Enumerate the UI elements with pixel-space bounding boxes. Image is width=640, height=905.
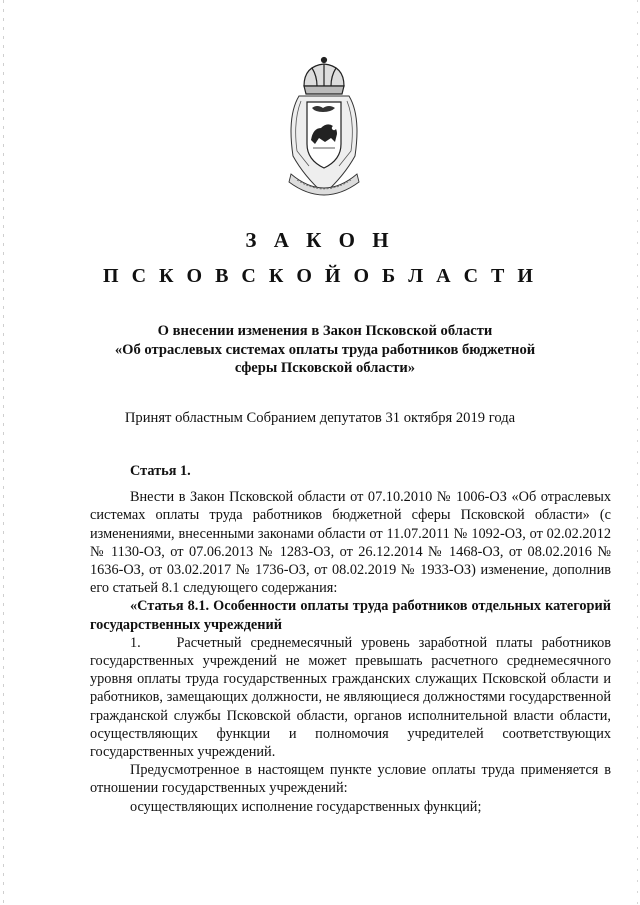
adoption-note: Принят областным Собранием депутатов 31 октября 2019 года [124,410,516,426]
heading-line-1: О внесении изменения в Закон Псковской области [157,323,493,339]
scan-edge-left [3,0,4,905]
document-heading [110,322,540,378]
law-title: З А К О Н [245,228,395,252]
article-intro: Внести в Закон Псковской области от 07.10.2010 № 1006-ОЗ «Об отраслевых системах оплаты труда работников бюджетной сферы Псковской области» (с изменениями, внесенными законами области от 11.07.2011 № 1092-ОЗ, от 02.02.2012 № 1130-ОЗ, от 07.06.2013 № 1283-ОЗ, от 26.12.2014 № 1468-ОЗ, от 08.02.2016 № 1636-ОЗ, от 03.02.2017 № 1736-ОЗ, от 08.02.2019 № 1933-ОЗ) изменение, дополнив его статьей 8.1 следующего содержания: [90,489,611,597]
scan-edge-right [637,0,638,905]
pskov-coat-of-arms-icon [279,56,369,204]
document-body [90,462,611,816]
law-region: П С К О В С К О Й О Б Л А С Т И [103,265,537,287]
list-item: осуществляющих исполнение государственных функций; [130,798,482,815]
point-1: 1. Расчетный среднемесячный уровень заработной платы работников государственных учреждений не может превышать расчетного среднемесячного уровня оплаты труда государственных гражданских служащих Псковской области и работников, замещающих должности, не являющиеся должностями государственной гражданской службы Псковской области, органов исполнительной власти области, осуществляющих функции и полномочия учредителей соответствующих государственных учреждений. [90,634,611,761]
heading-line-3: сферы Псковской области» [234,360,416,376]
new-article-title: «Статья 8.1. Особенности оплаты труда работников отдельных категорий государственных учреждений [90,598,611,633]
point-1-continuation: Предусмотренное в настоящем пункте условие оплаты труда применяется в отношении государственных учреждений: [90,762,611,797]
article-title: Статья 1. [130,463,191,479]
heading-line-2: «Об отраслевых системах оплаты труда работников бюджетной [114,341,536,358]
